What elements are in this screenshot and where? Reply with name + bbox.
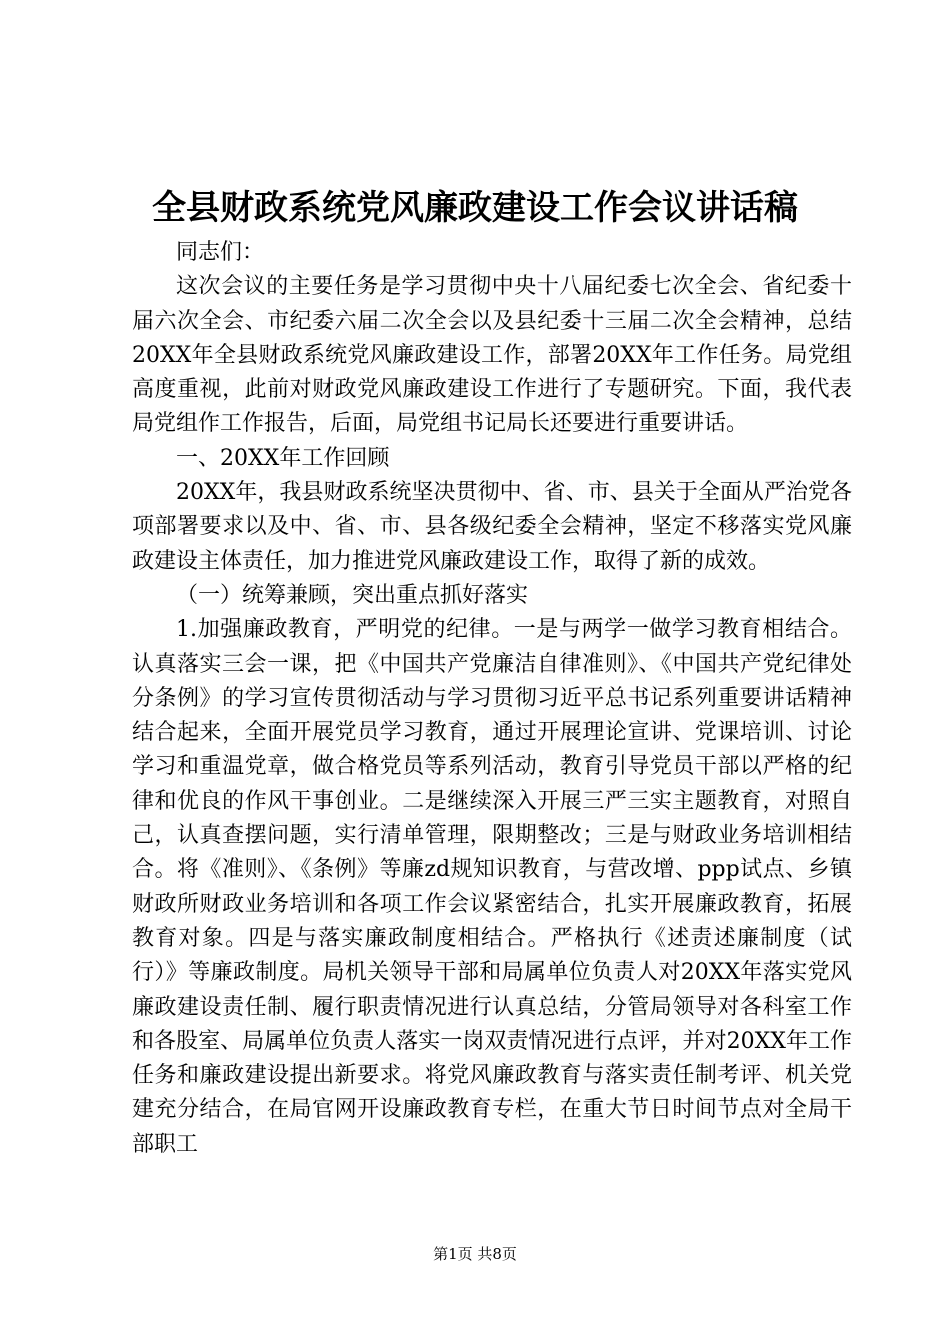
document-body: [132, 236, 852, 1162]
page-footer: 第1页 共8页: [433, 1245, 517, 1263]
salutation: 同志们：: [176, 240, 265, 265]
paragraph-review: 20XX年，我县财政系统坚决贯彻中、省、市、县关于全面从严治党各项部署要求以及中、省、市、县各级纪委全会精神，坚定不移落实党风廉政建设主体责任，加力推进党风廉政建设工作，取得了新的成效。: [132, 480, 852, 574]
paragraph-intro: 这次会议的主要任务是学习贯彻中央十八届纪委七次全会、省纪委十届六次全会、市纪委六届二次全会以及县纪委十三届二次全会精神，总结20XX年全县财政系统党风廉政建设工作，部署20XX年工作任务。局党组高度重视，此前对财政党风廉政建设工作进行了专题研究。下面，我代表局党组作工作报告，后面，局党组书记局长还要进行重要讲话。: [132, 274, 852, 437]
paragraph-education: 1.加强廉政教育，严明党的纪律。一是与两学一做学习教育相结合。认真落实三会一课，把《中国共产党廉洁自律准则》、《中国共产党纪律处分条例》的学习宣传贯彻活动与学习贯彻习近平总书记系列重要讲话精神结合起来，全面开展党员学习教育，通过开展理论宣讲、党课培训、讨论学习和重温党章，做合格党员等系列活动，教育引导党员干部以严格的纪律和优良的作风干事创业。二是继续深入开展三严三实主题教育，对照自己，认真查摆问题，实行清单管理，限期整改；三是与财政业务培训相结合。将《准则》、《条例》等廉zd规知识教育，与营改增、ppp试点、乡镇财政所财政业务培训和各项工作会议紧密结合，扎实开展廉政教育，拓展教育对象。四是与落实廉政制度相结合。严格执行《述责述廉制度（试行）》等廉政制度。局机关领导干部和局属单位负责人对20XX年落实党风廉政建设责任制、履行职责情况进行认真总结，分管局领导对各科室工作和各股室、局属单位负责人落实一岗双责情况进行点评，并对20XX年工作任务和廉政建设提出新要求。将党风廉政教育与落实责任制考评、机关党建充分结合，在局官网开设廉政教育专栏，在重大节日时间节点对全局干部职工: [132, 617, 852, 1157]
section-heading: 一、20XX年工作回顾: [176, 445, 390, 471]
document-title: 全县财政系统党风廉政建设工作会议讲话稿: [152, 188, 798, 228]
subsection-heading: （一）统筹兼顾，突出重点抓好落实: [176, 582, 529, 608]
